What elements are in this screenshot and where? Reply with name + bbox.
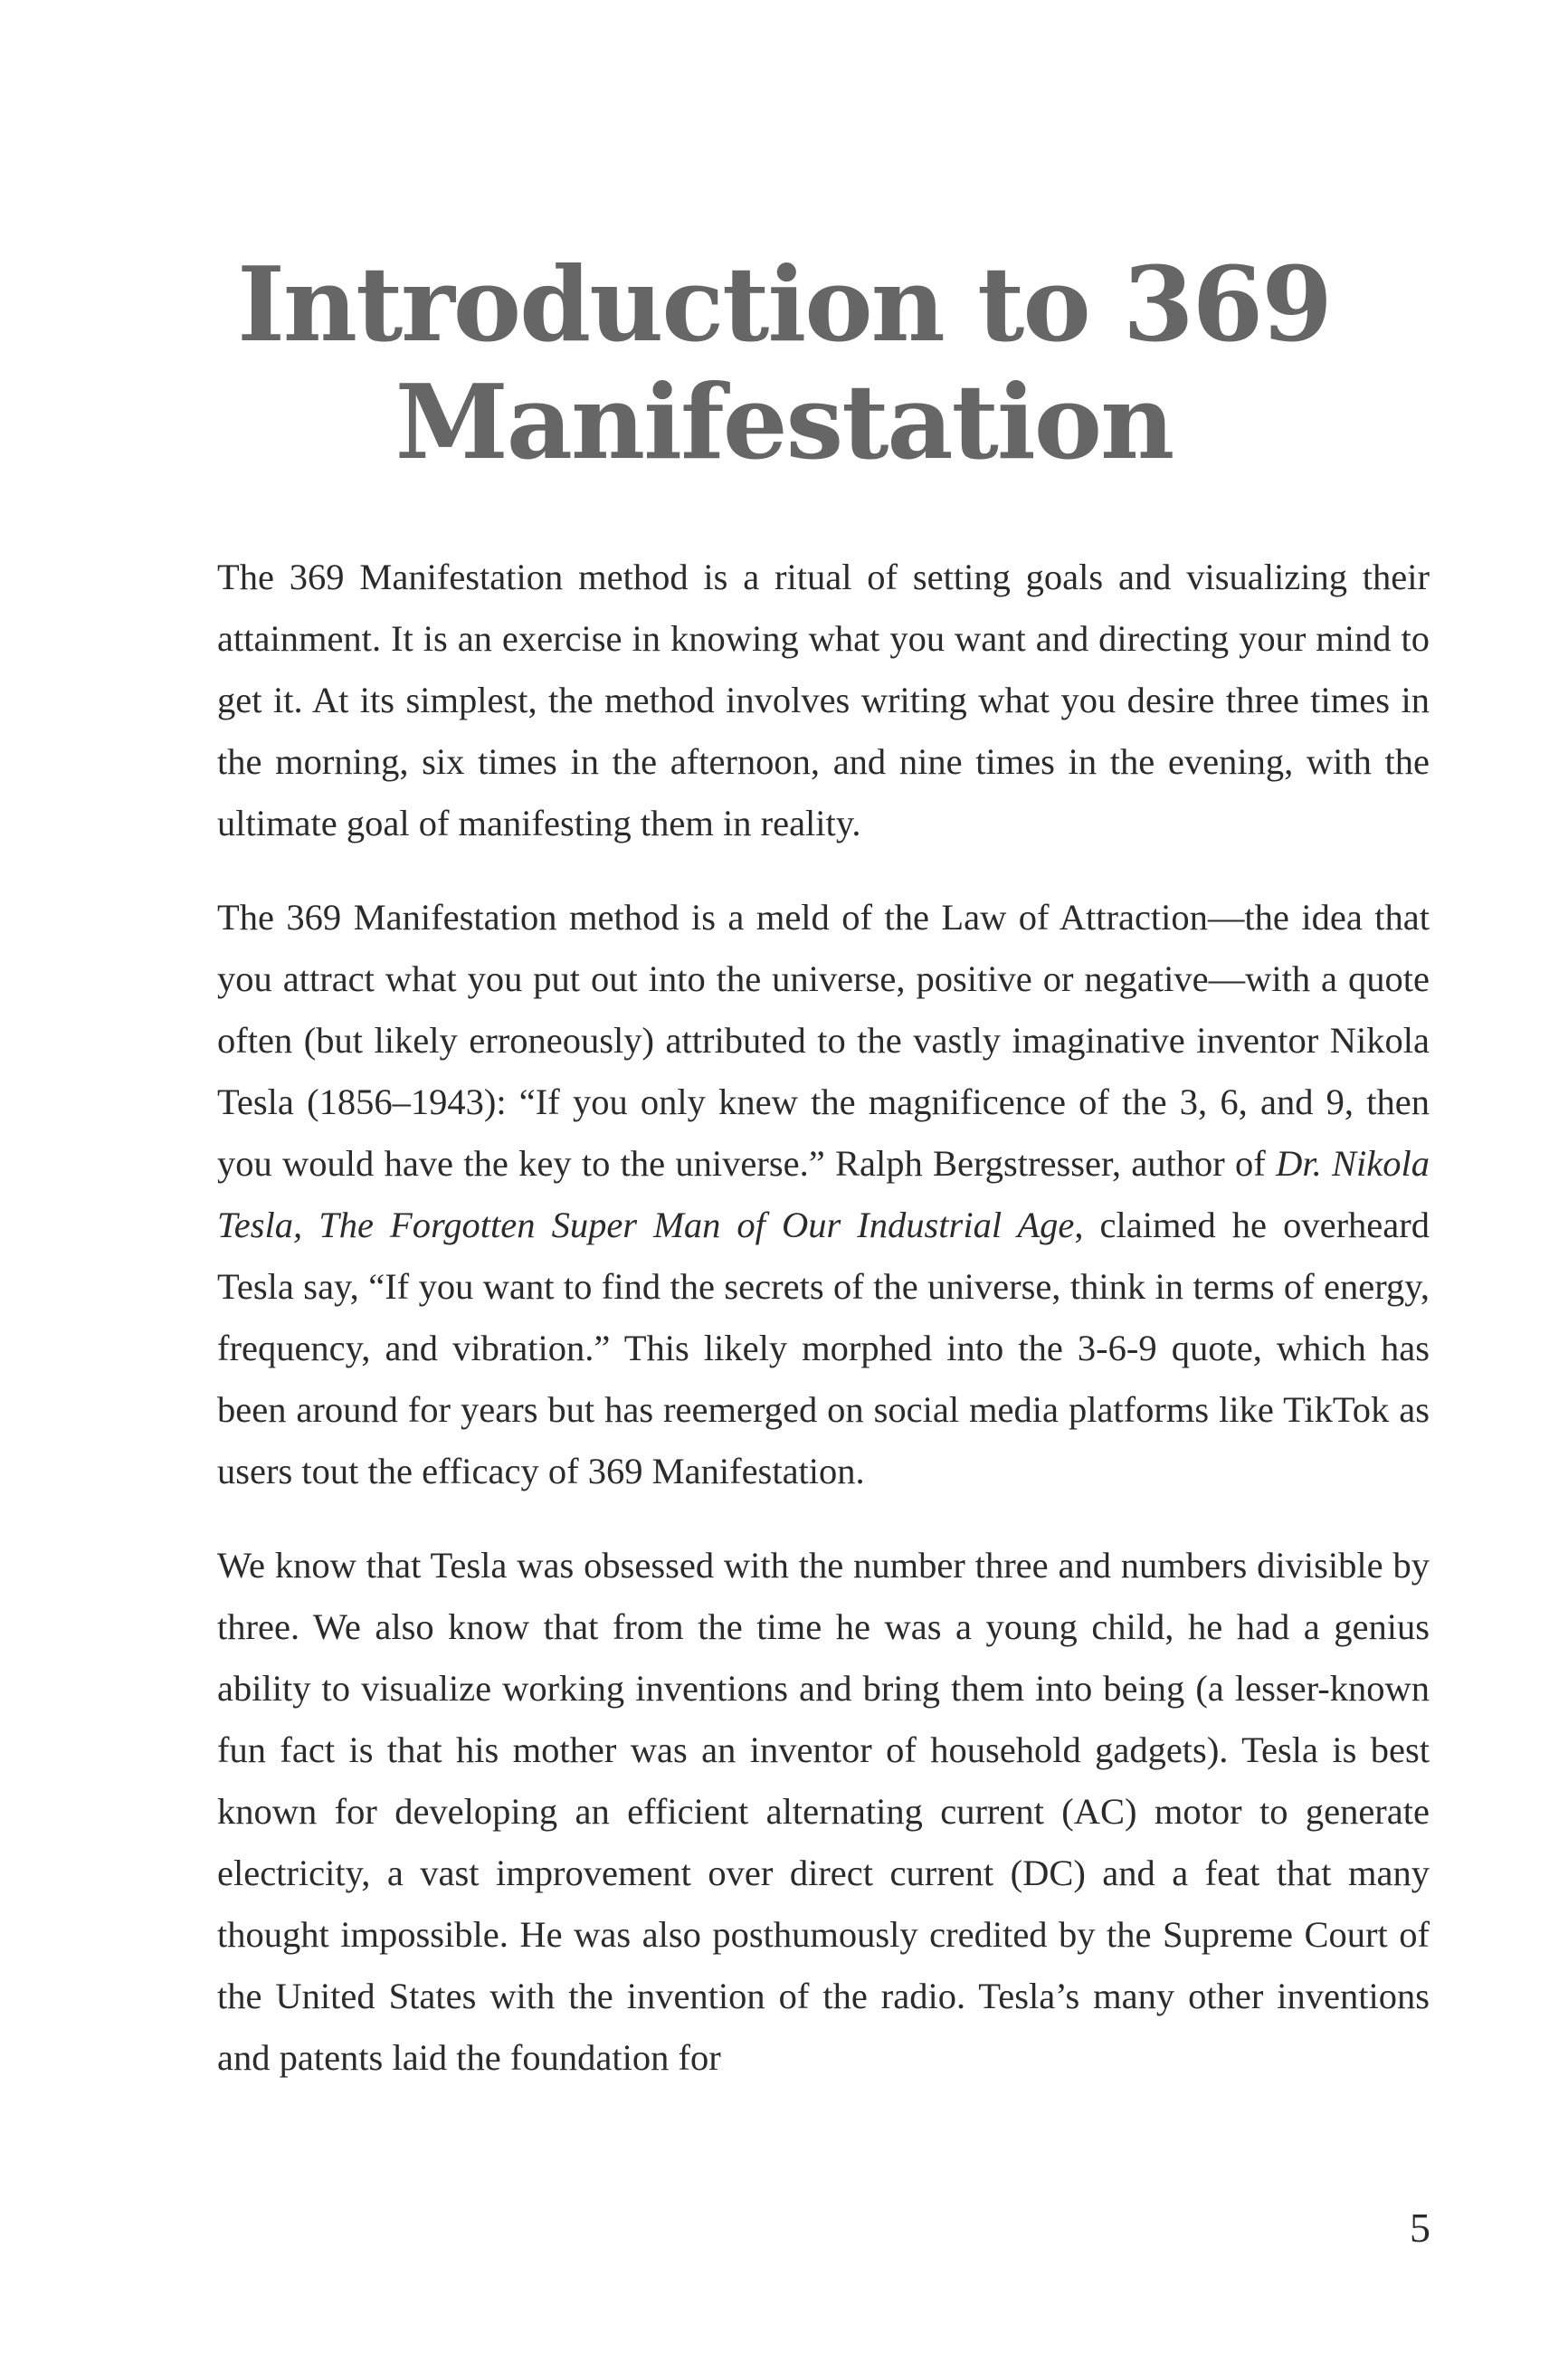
chapter-title <box>0 246 1568 481</box>
chapter-title-line-2: Manifestation <box>394 362 1174 482</box>
paragraph-2-text-a: The 369 Manifestation method is a meld of the Law of Attraction—the idea that you attract what you put out into the universe, positive or negative—with a quote often (but likely erroneously) attributed to the vastly imaginative inventor Nikola Tesla (1856–1943): “If you only knew the magnificence of the 3, 6, and 9, then you would have the key to the universe.” Ralph Bergstresser, author of <box>217 897 1430 1184</box>
paragraph-2-text-b: , claimed he overheard Tesla say, “If you want to find the secrets of the universe, think in terms of energy, frequency, and vibration.” This likely morphed into the 3-6-9 quote, which has been around for years but has reemerged on social media platforms like TikTok as users tout the efficacy of 369 Manifestation. <box>217 1205 1430 1491</box>
paragraph-3: We know that Tesla was obsessed with the number three and numbers divisible by three. We also know that from the time he was a young child, he had a genius ability to visualize working inventions and bring them into being (a lesser-known fun fact is that his mother was an inventor of household gadgets). Tesla is best known for developing an efficient alternating current (AC) motor to generate electricity, a vast improvement over direct current (DC) and a feat that many thought impossible. He was also posthumously credited by the Supreme Court of the United States with the invention of the radio. Tesla’s many other inventions and patents laid the foundation for <box>217 1545 1430 2078</box>
paragraph-2 <box>217 887 1430 1502</box>
body-text <box>217 547 1430 2121</box>
paragraph-1: The 369 Manifestation method is a ritual of setting goals and visualizing their attainment. It is an exercise in knowing what you want and directing your mind to get it. At its simplest, the method involves writing what you desire three times in the morning, six times in the afternoon, and nine times in the evening, with the ultimate goal of manifesting them in reality. <box>217 557 1430 843</box>
book-title: Dr. Nikola Tesla, The Forgotten Super Man of Our Industrial Age <box>217 1143 1430 1245</box>
page-number: 5 <box>1410 2205 1430 2251</box>
chapter-title-line-1: Introduction to 369 <box>237 244 1331 365</box>
